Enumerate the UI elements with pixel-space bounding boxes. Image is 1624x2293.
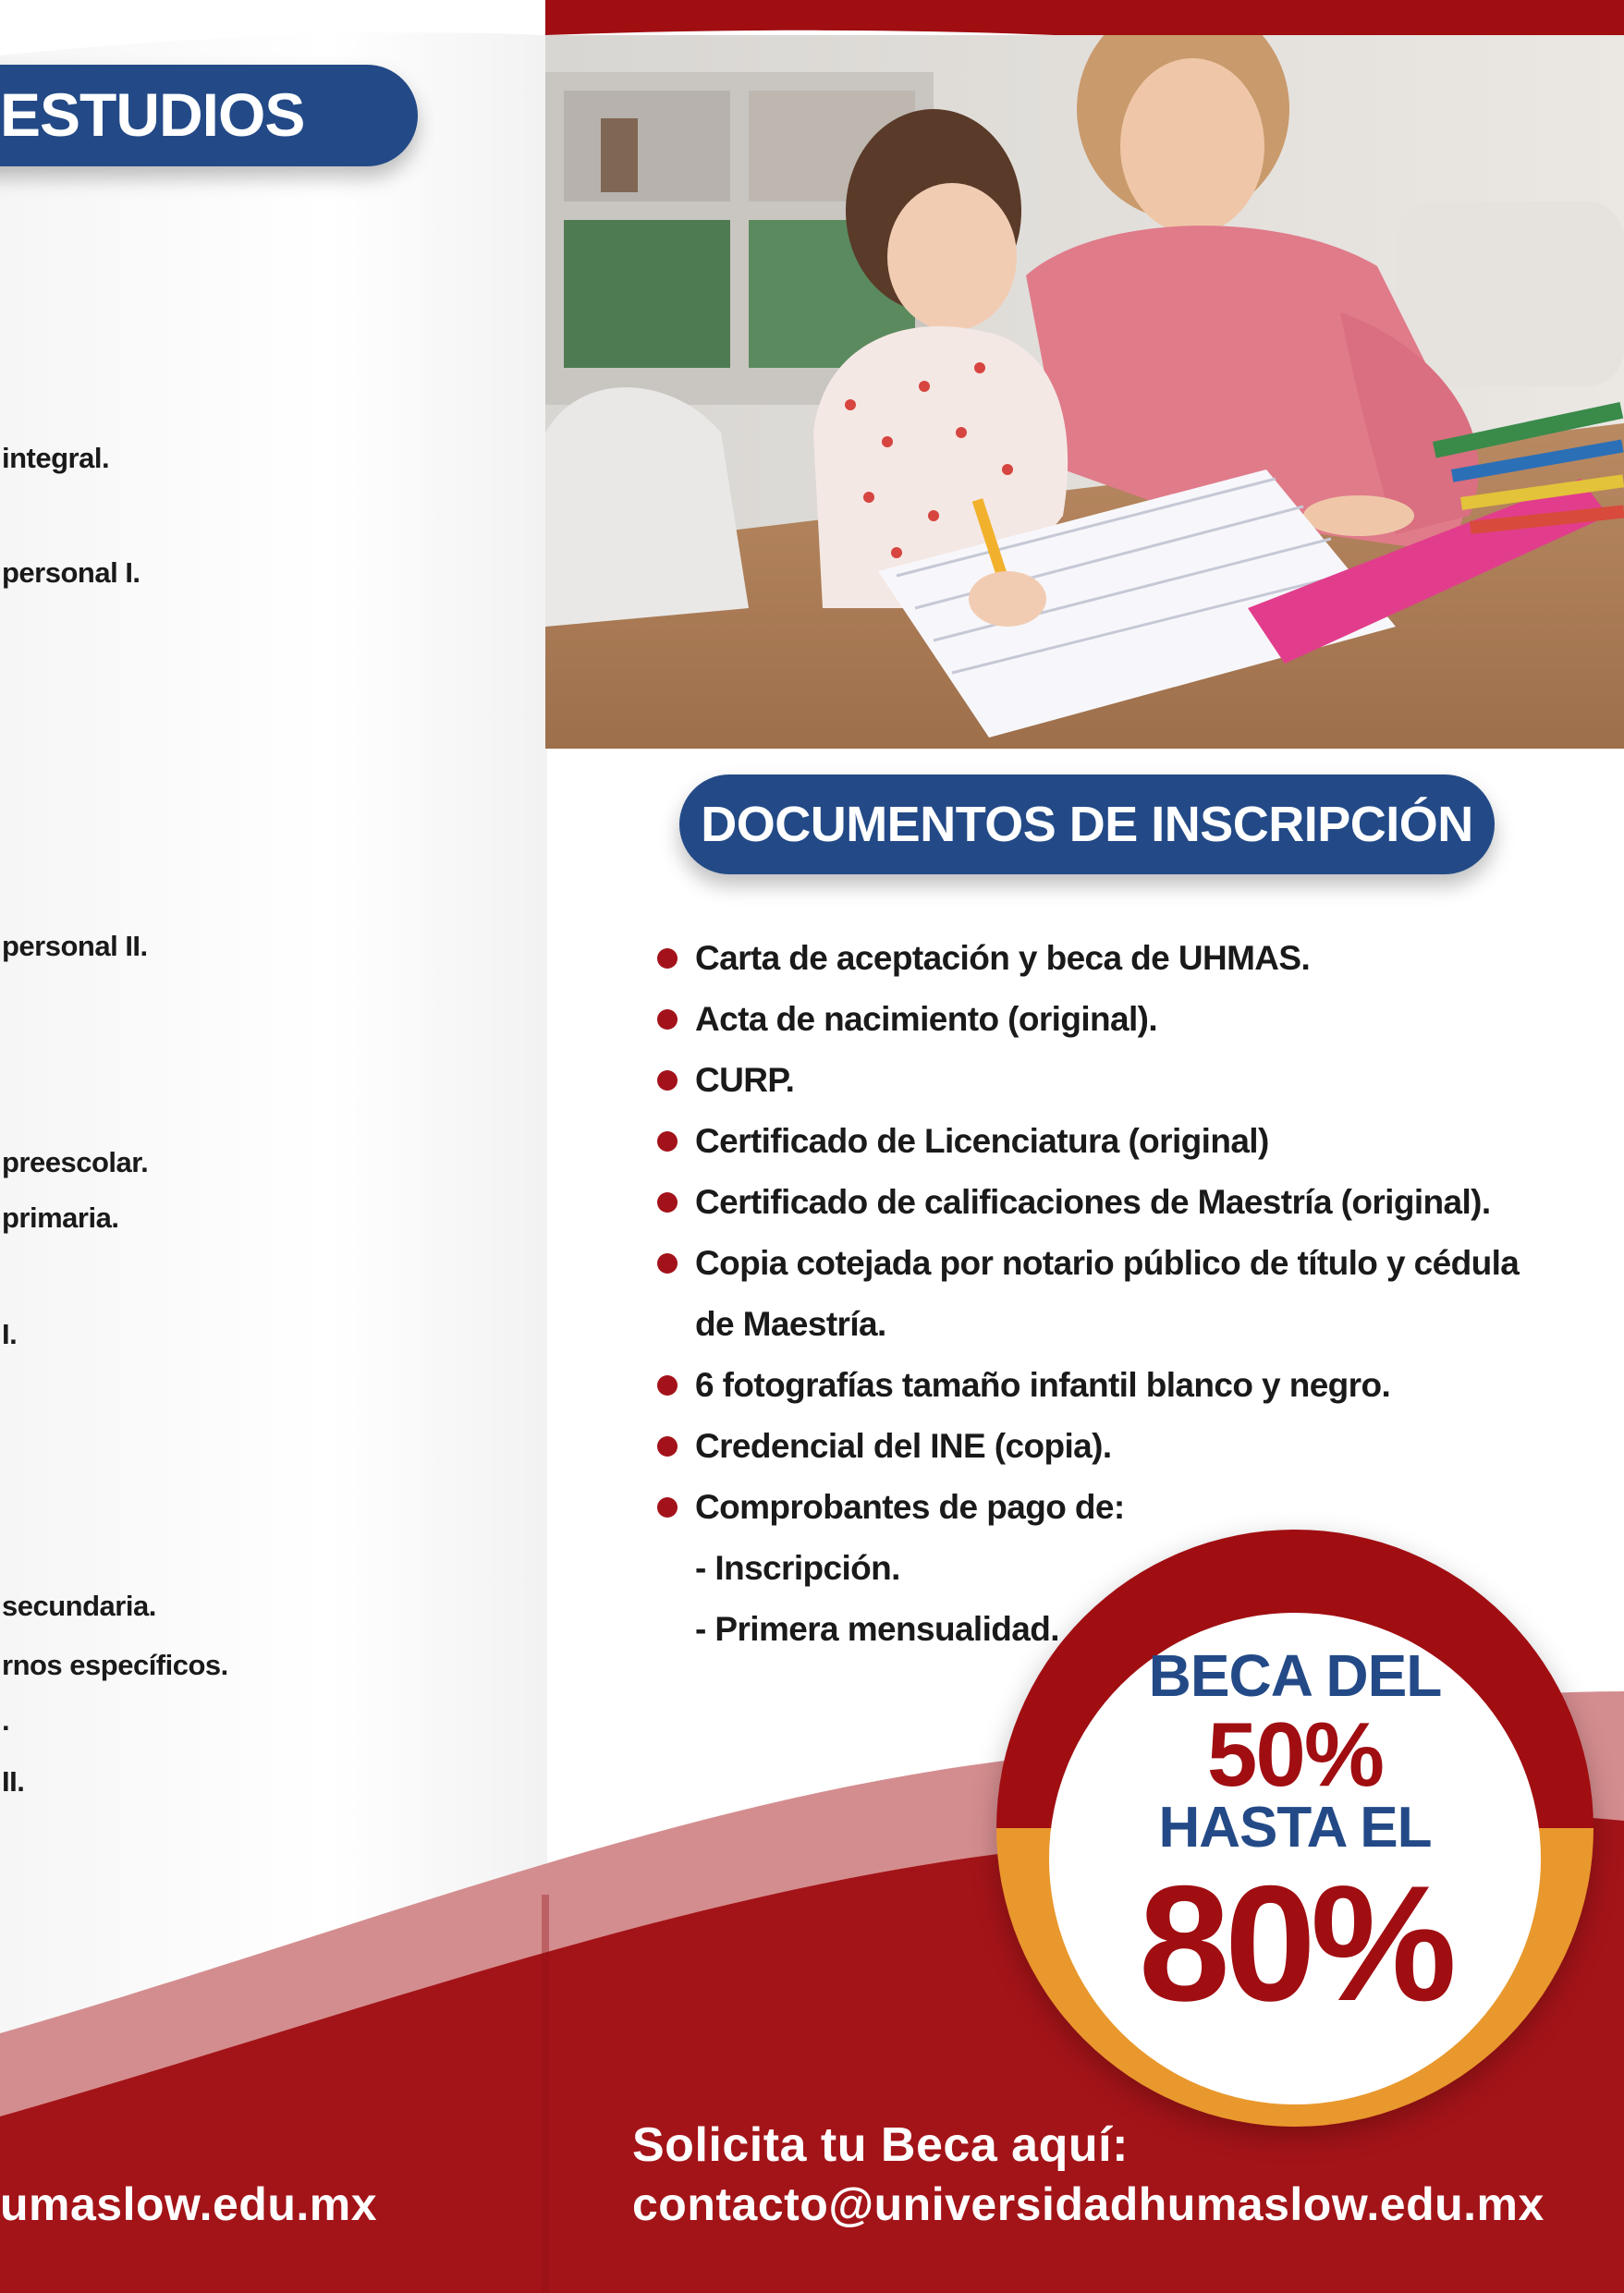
- document-item-text: Copia cotejada por notario público de título y cédula: [695, 1244, 1520, 1282]
- bullet-icon: [657, 1131, 678, 1152]
- footer-cta: Solicita tu Beca aquí:: [632, 2118, 1129, 2172]
- bullet-icon: [657, 948, 678, 969]
- left-list-item: personal II.: [2, 930, 148, 962]
- left-list-item: preescolar.: [2, 1146, 149, 1178]
- document-item-text: 6 fotografías tamaño infantil blanco y negro.: [695, 1366, 1391, 1404]
- document-item-text: CURP.: [695, 1061, 795, 1099]
- document-item: [654, 1355, 1542, 1416]
- document-item-continuation: de Maestría.: [695, 1305, 886, 1343]
- badge-line-hasta: HASTA EL: [1158, 1796, 1432, 1860]
- documents-title: DOCUMENTOS DE INSCRIPCIÓN: [701, 797, 1473, 852]
- document-item-text: Acta de nacimiento (original).: [695, 1000, 1158, 1038]
- left-list-item: primaria.: [2, 1201, 119, 1234]
- document-item: [654, 1233, 1542, 1294]
- left-list-item: secundaria.: [2, 1590, 156, 1622]
- bullet-icon: [657, 1253, 678, 1274]
- photo-illustration: [545, 35, 1624, 749]
- bullet-icon: [657, 1497, 678, 1518]
- document-item: [654, 989, 1542, 1050]
- document-item: [654, 1050, 1542, 1111]
- document-item: [654, 1172, 1542, 1233]
- badge-line-50: 50%: [1206, 1703, 1384, 1805]
- bullet-icon: [657, 1009, 678, 1030]
- left-list-item: rnos específicos.: [2, 1649, 228, 1681]
- left-list-item: personal I.: [2, 556, 140, 589]
- footer-email-link[interactable]: contacto@universidadhumaslow.edu.mx: [632, 2178, 1545, 2230]
- document-item-text: Comprobantes de pago de:: [695, 1488, 1125, 1526]
- document-item-text: Credencial del INE (copia).: [695, 1427, 1112, 1465]
- document-item: [654, 1416, 1542, 1477]
- document-subitem: - Inscripción.: [695, 1549, 900, 1587]
- bullet-icon: [657, 1192, 678, 1213]
- document-item-text: Certificado de calificaciones de Maestría (original).: [695, 1183, 1491, 1221]
- bullet-icon: [657, 1375, 678, 1396]
- left-list-item: II.: [2, 1765, 25, 1798]
- mother-daughter-photo: [545, 35, 1624, 749]
- left-footer-url: umaslow.edu.mx: [0, 2178, 378, 2230]
- document-item-text: Carta de aceptación y beca de UHMAS.: [695, 939, 1311, 977]
- document-item: [654, 928, 1542, 989]
- left-list-item: I.: [2, 1318, 18, 1350]
- left-list-item: integral.: [2, 442, 110, 474]
- bullet-icon: [657, 1436, 678, 1457]
- document-item: [654, 1111, 1542, 1172]
- left-list-item: .: [2, 1704, 10, 1737]
- document-item-text: Certificado de Licenciatura (original): [695, 1122, 1269, 1160]
- document-item: [654, 1477, 1542, 1538]
- bullet-icon: [657, 1070, 678, 1091]
- badge-line-beca: BECA DEL: [1148, 1642, 1442, 1709]
- document-subitem: - Primera mensualidad.: [695, 1610, 1059, 1648]
- left-section-title: ESTUDIOS: [0, 80, 305, 149]
- badge-line-80: 80%: [1138, 1851, 1452, 2035]
- documents-list: [654, 928, 1542, 1660]
